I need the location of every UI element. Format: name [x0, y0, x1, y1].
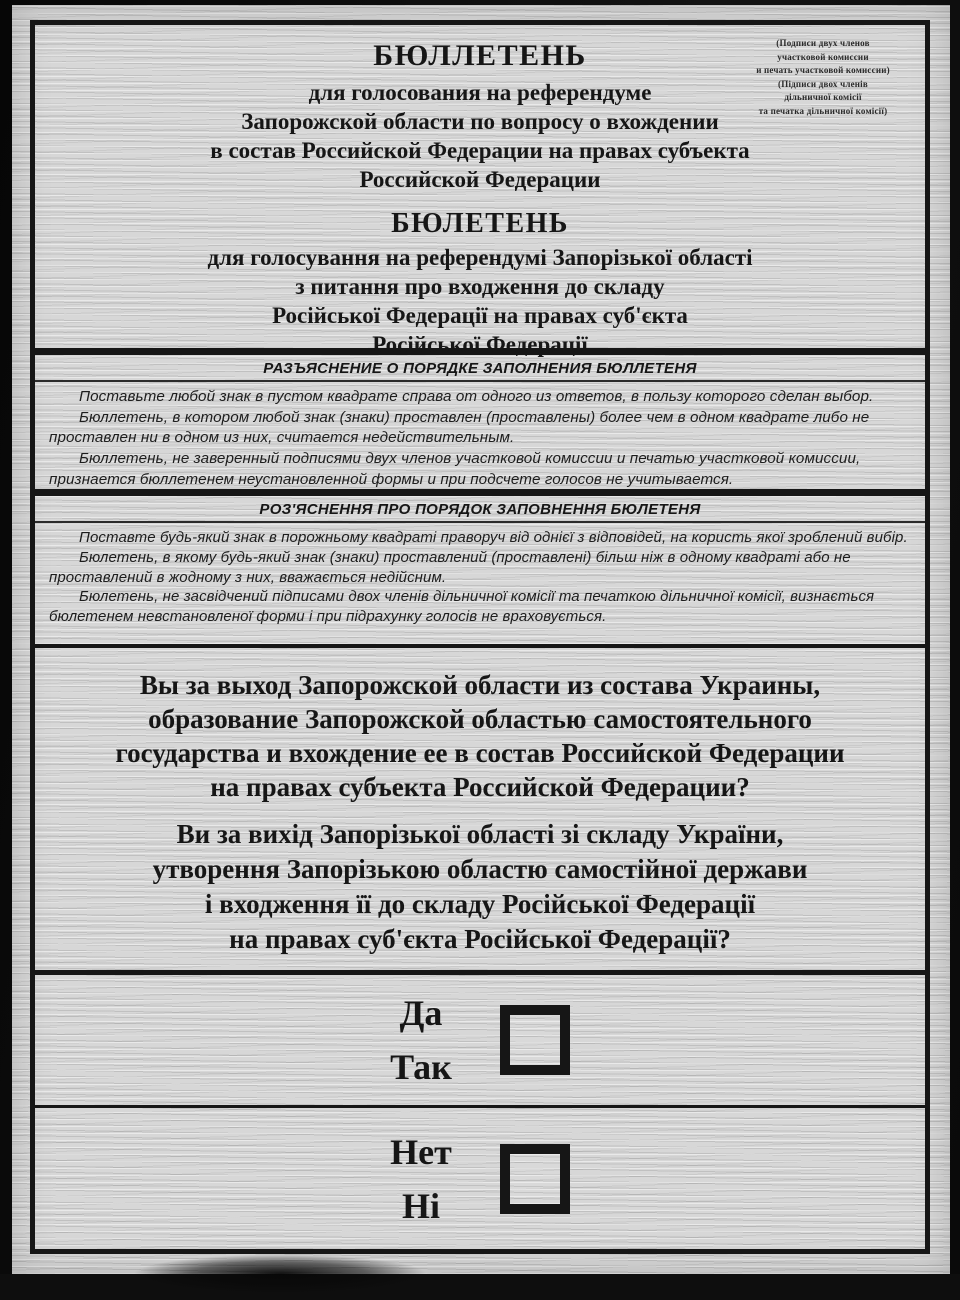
instructions-ua-header: РОЗ'ЯСНЕННЯ ПРО ПОРЯДОК ЗАПОВНЕННЯ БЮЛЕТЕНЯ [35, 496, 925, 523]
option-yes-label-ru: Да [399, 993, 443, 1033]
question-ru-line: государства и вхождение ее в состав Российской Федерации [115, 738, 845, 768]
corner-note-line: та печатка дільничної комісії) [758, 105, 888, 116]
title-ru-line: Российской Федерации [359, 167, 601, 192]
instructions-ru-paragraph: Бюллетень, не заверенный подписями двух членов участковой комиссии и печатью участковой комиссии, признается бюллетенем неустановленной формы и при подсчете голосов не учитывается. [49, 450, 861, 488]
title-ru-line: Запорожской области по вопросу о вхождении [241, 109, 719, 134]
corner-note-line: (Подписи двух членов [776, 38, 870, 48]
yes-checkbox[interactable] [500, 1005, 570, 1075]
option-no-label-ua: Ні [401, 1185, 440, 1226]
instructions-ua-body [35, 523, 925, 644]
instructions-ua-paragraph: Бюлетень, не засвідчений підписами двох членів дільничної комісії та печаткою дільничної комісії, визнається бюлетенем невстановленої форми і при підрахунку голосів не враховується. [49, 588, 875, 626]
instructions-ru-paragraph: Поставьте любой знак в пустом квадрате справа от одного из ответов, в пользу которого сделан выбор. [79, 388, 874, 405]
corner-note-line: (Підписи двох членів [778, 78, 868, 89]
question-ru-line: Вы за выход Запорожской области из состава Украины, [139, 670, 821, 700]
question-ru [35, 668, 925, 804]
instructions-ua-paragraph: Поставте будь-який знак в порожньому квадраті праворуч від однієї з відповідей, на користь якої зроблений вибір. [79, 529, 908, 546]
corner-note-line: дільничної комісії [784, 92, 862, 102]
question-ua [35, 817, 925, 957]
instructions-ua-paragraph: Бюлетень, в якому будь-який знак (знаки) проставлений (проставлені) більш ніж в одному квадраті або не проставлений в жодному з них, вважається недійсним. [49, 548, 851, 586]
option-no-label-ru: Нет [390, 1131, 452, 1172]
ballot-frame [30, 20, 930, 1254]
commission-signature-note [727, 37, 919, 118]
question-ua-line: і входження її до складу Російської Федерації [204, 889, 756, 919]
title-ru-line: в состав Российской Федерации на правах субъекта [210, 138, 750, 163]
title-ua-line: для голосування на референдумі Запорізької області [207, 245, 753, 270]
section-divider [35, 489, 925, 496]
title-ru-line: для голосования на референдуме [308, 80, 652, 105]
corner-note-line: и печать участковой комиссии) [756, 65, 890, 75]
title-ua-heading: БЮЛЕТЕНЬ [391, 208, 569, 239]
option-yes-label-ua: Так [390, 1047, 452, 1087]
title-section [35, 25, 925, 357]
option-yes-labels [390, 986, 452, 1094]
no-checkbox[interactable] [500, 1144, 570, 1214]
question-ua-line: утворення Запорізькою областю самостійної держави [152, 854, 808, 884]
question-ru-line: образование Запорожской областью самостоятельного [148, 704, 812, 734]
ballot-paper [12, 5, 950, 1274]
option-no-labels [390, 1125, 452, 1233]
title-ru-heading: БЮЛЛЕТЕНЬ [373, 39, 587, 72]
title-ua-line: з питання про входження до складу [295, 274, 665, 299]
question-section [35, 648, 925, 970]
instructions-ru-body [35, 382, 925, 489]
question-ua-line: на правах суб'єкта Російської Федерації? [229, 924, 731, 954]
question-ua-line: Ви за вихід Запорізької області зі складу України, [176, 819, 784, 849]
corner-note-line: участковой комиссии [777, 51, 869, 62]
title-ua-line: Російської Федерації на правах суб'єкта [272, 303, 688, 328]
option-row-no [35, 1108, 925, 1249]
option-row-yes [35, 975, 925, 1105]
title-ua-line: Російської Федерації [372, 332, 588, 357]
instructions-ru-paragraph: Бюллетень, в котором любой знак (знаки) проставлен (проставлены) более чем в одном квадрате либо не проставлен ни в одном из них, считается недействительным. [49, 408, 870, 447]
question-ru-line: на правах субъекта Российской Федерации? [210, 772, 750, 802]
instructions-ru-header: РАЗЪЯСНЕНИЕ О ПОРЯДКЕ ЗАПОЛНЕНИЯ БЮЛЛЕТЕНЯ [35, 355, 925, 382]
